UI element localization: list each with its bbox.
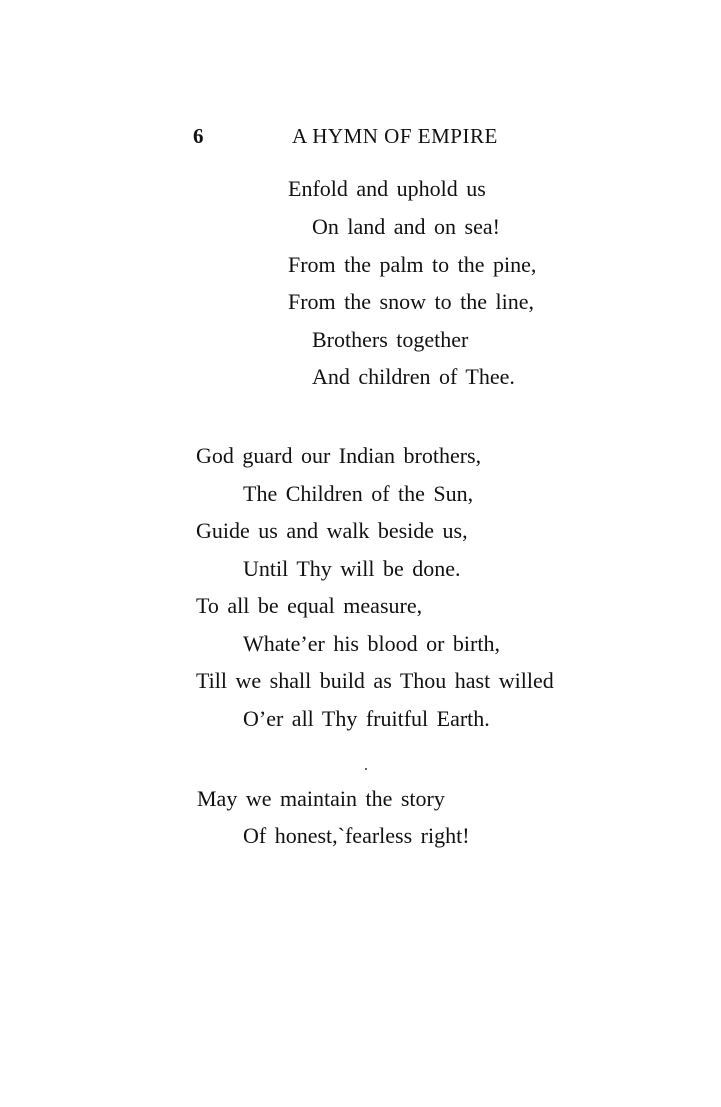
page-number: 6 (193, 124, 204, 148)
poem-line: May we maintain the story (197, 786, 445, 811)
running-head-title: A HYMN OF EMPIRE (292, 124, 498, 148)
poem-line: Whate’er his blood or birth, (243, 631, 500, 656)
poem-line: From the snow to the line, (288, 289, 534, 314)
poem-line: On land and on sea! (312, 214, 500, 239)
print-speck (365, 768, 367, 770)
poem-line: Enfold and uphold us (288, 176, 486, 201)
poem-line: Of honest,`fearless right! (243, 823, 470, 848)
poem-line: From the palm to the pine, (288, 252, 537, 277)
poem-line: Until Thy will be done. (243, 556, 461, 581)
poem-line: The Children of the Sun, (243, 481, 474, 506)
poem-line: Till we shall build as Thou hast willed (196, 668, 554, 693)
poem-line: Brothers together (312, 327, 469, 352)
poem-line: To all be equal measure, (196, 593, 423, 618)
poem-line: And children of Thee. (312, 364, 515, 389)
poem-line: God guard our Indian brothers, (196, 443, 482, 468)
poem-line: Guide us and walk beside us, (196, 518, 468, 543)
poem-line: O’er all Thy fruitful Earth. (243, 706, 490, 731)
